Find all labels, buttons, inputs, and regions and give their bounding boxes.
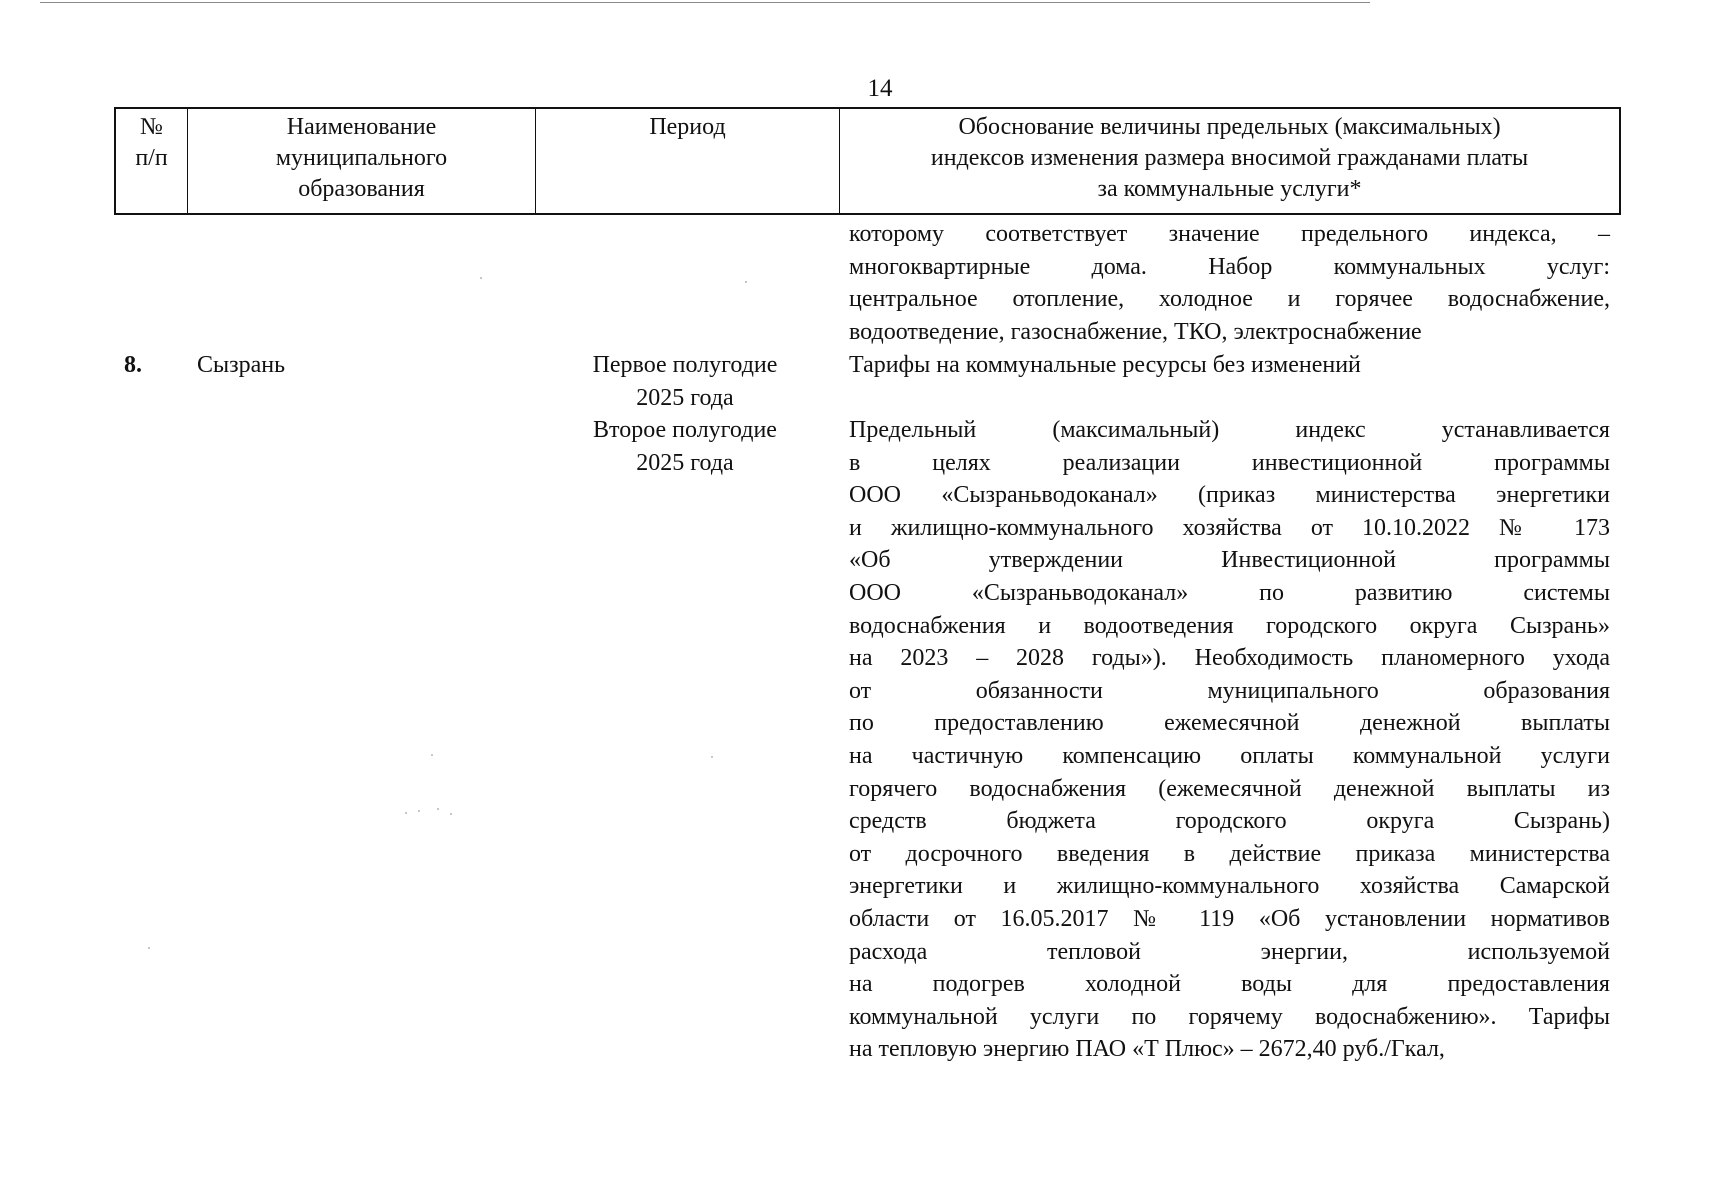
row-number: 8. bbox=[124, 352, 142, 378]
text-word: ООО bbox=[849, 579, 901, 606]
text-word: холодной bbox=[1085, 971, 1181, 998]
text-line: центральное отопление, холодное и горячее водоснабжение, bbox=[849, 286, 1610, 313]
text-word: программы bbox=[1494, 449, 1610, 476]
scan-speck bbox=[431, 754, 433, 756]
text-word: предоставления bbox=[1447, 971, 1610, 998]
text-word: денежной bbox=[1359, 710, 1461, 737]
header-col-municipality-line: Наименование bbox=[286, 114, 437, 140]
text-line bbox=[849, 936, 1610, 969]
municipality-name: Сызрань bbox=[197, 352, 286, 378]
text-word: предельного bbox=[1301, 221, 1429, 247]
text-word: программы bbox=[1494, 547, 1610, 574]
text-word: обязанности bbox=[975, 677, 1103, 704]
text-line: коммунальной услуги по горячему водоснабжению». Тарифы bbox=[849, 1003, 1610, 1030]
text-line bbox=[849, 805, 1610, 838]
text-word: выплаты bbox=[1521, 710, 1610, 737]
text-word: коммунальных bbox=[1333, 253, 1486, 280]
text-word: дома. bbox=[1091, 253, 1147, 280]
text-word: устанавливается bbox=[1441, 417, 1610, 443]
text-line: на тепловую энергию ПАО «Т Плюс» – 2672,40 руб./Гкал, bbox=[849, 1036, 1445, 1063]
text-word: тепловой bbox=[1046, 938, 1141, 965]
scan-speck bbox=[450, 813, 452, 815]
text-word: Инвестиционной bbox=[1221, 547, 1396, 574]
period-second-half bbox=[540, 414, 830, 479]
text-line bbox=[849, 218, 1610, 251]
header-col-municipality bbox=[188, 109, 536, 213]
text-word: целях bbox=[932, 449, 991, 476]
text-word: инвестиционной bbox=[1251, 449, 1423, 476]
table-header bbox=[114, 107, 1621, 215]
text-word: Набор bbox=[1208, 253, 1273, 280]
text-word: развитию bbox=[1354, 579, 1453, 606]
period-second-line: 2025 года bbox=[636, 449, 734, 476]
header-col-number bbox=[116, 109, 188, 213]
text-word: бюджета bbox=[1006, 808, 1096, 835]
text-word: средств bbox=[849, 808, 927, 835]
text-line: на частичную компенсацию оплаты коммунальной услуги bbox=[849, 742, 1610, 769]
text-word: индекс bbox=[1295, 417, 1366, 443]
text-line: области от 16.05.2017 № 119 «Об установлении нормативов bbox=[849, 905, 1610, 932]
scan-speck bbox=[711, 756, 713, 758]
period-first-line: 2025 года bbox=[636, 384, 734, 411]
period-first-line: Первое полугодие bbox=[592, 352, 778, 378]
text-line: энергетики и жилищно-коммунального хозяйства Самарской bbox=[849, 873, 1610, 900]
text-word: утверждении bbox=[988, 547, 1124, 574]
text-line: от досрочного введения в действие приказа министерства bbox=[849, 840, 1610, 867]
text-word: – bbox=[1597, 221, 1610, 247]
continuation-paragraph bbox=[849, 218, 1610, 348]
text-word: реализации bbox=[1062, 449, 1180, 476]
header-col-municipality-line: муниципального bbox=[275, 145, 448, 171]
text-word: используемой bbox=[1467, 938, 1610, 965]
text-word: индекса, bbox=[1469, 221, 1557, 247]
text-word: ежемесячной bbox=[1164, 710, 1300, 737]
text-line bbox=[849, 577, 1610, 610]
header-col-period bbox=[536, 109, 840, 213]
text-line: ООО «Сызраньводоканал» (приказ министерства энергетики bbox=[849, 482, 1610, 509]
text-word: системы bbox=[1523, 579, 1610, 606]
page-number: 14 bbox=[867, 75, 893, 102]
text-word: соответствует bbox=[985, 221, 1128, 247]
text-word: (максимальный) bbox=[1052, 417, 1220, 443]
text-word: услуг: bbox=[1546, 253, 1610, 280]
text-word: значение bbox=[1168, 221, 1260, 247]
text-word: по bbox=[1259, 579, 1284, 606]
text-line bbox=[849, 251, 1610, 284]
text-word: городского bbox=[1175, 808, 1287, 835]
text-line: и жилищно-коммунального хозяйства от 10.10.2022 № 173 bbox=[849, 514, 1610, 541]
tariff-note: Тарифы на коммунальные ресурсы без изменений bbox=[849, 352, 1361, 378]
text-line bbox=[849, 447, 1610, 480]
text-line: на 2023 – 2028 годы»). Необходимость планомерного ухода bbox=[849, 645, 1610, 672]
header-col-municipality-line: образования bbox=[298, 176, 425, 202]
text-line: водоотведение, газоснабжение, ТКО, электроснабжение bbox=[849, 318, 1422, 345]
scan-speck bbox=[418, 810, 420, 812]
text-word: подогрев bbox=[932, 971, 1025, 998]
text-word: «Об bbox=[849, 547, 891, 574]
period-first-half bbox=[540, 349, 830, 414]
text-word: расхода bbox=[849, 938, 928, 965]
text-word: образования bbox=[1483, 677, 1610, 704]
text-word: для bbox=[1352, 971, 1388, 998]
header-col-basis-line: индексов изменения размера вносимой гражданами платы bbox=[930, 145, 1529, 171]
scan-speck bbox=[405, 812, 407, 814]
basis-paragraph bbox=[849, 414, 1610, 1066]
text-word: округа bbox=[1366, 808, 1435, 835]
text-word: «Сызраньводоканал» bbox=[971, 579, 1189, 606]
text-line bbox=[849, 544, 1610, 577]
text-word: от bbox=[849, 677, 872, 704]
header-col-period-line: Период bbox=[649, 114, 726, 140]
scan-speck bbox=[148, 947, 150, 949]
header-col-basis-line: за коммунальные услуги* bbox=[1097, 176, 1362, 202]
text-word: которому bbox=[849, 221, 945, 247]
text-word: воды bbox=[1241, 971, 1292, 998]
text-line bbox=[849, 968, 1610, 1001]
text-word: на bbox=[849, 971, 873, 998]
scan-speck bbox=[480, 277, 482, 279]
text-word: энергии, bbox=[1260, 938, 1348, 965]
header-col-number-line: п/п bbox=[135, 145, 168, 171]
text-word: Сызрань) bbox=[1513, 808, 1610, 835]
text-line: горячего водоснабжения (ежемесячной денежной выплаты из bbox=[849, 775, 1610, 802]
text-word: многоквартирные bbox=[849, 253, 1031, 280]
header-col-number-line: № bbox=[140, 114, 163, 140]
header-col-basis-line: Обоснование величины предельных (максимальных) bbox=[958, 114, 1501, 140]
scan-edge-line bbox=[40, 2, 1370, 3]
text-word: предоставлению bbox=[934, 710, 1104, 737]
header-col-basis bbox=[840, 109, 1619, 213]
text-line bbox=[849, 414, 1610, 447]
period-second-line: Второе полугодие bbox=[593, 417, 777, 443]
text-line bbox=[849, 707, 1610, 740]
text-line: водоснабжения и водоотведения городского округа Сызрань» bbox=[849, 612, 1610, 639]
scan-speck bbox=[437, 808, 439, 810]
text-word: Предельный bbox=[849, 417, 977, 443]
text-line bbox=[849, 675, 1610, 708]
text-word: муниципального bbox=[1207, 677, 1379, 704]
text-word: в bbox=[849, 449, 861, 476]
scan-speck bbox=[745, 281, 747, 283]
text-word: по bbox=[849, 710, 874, 737]
